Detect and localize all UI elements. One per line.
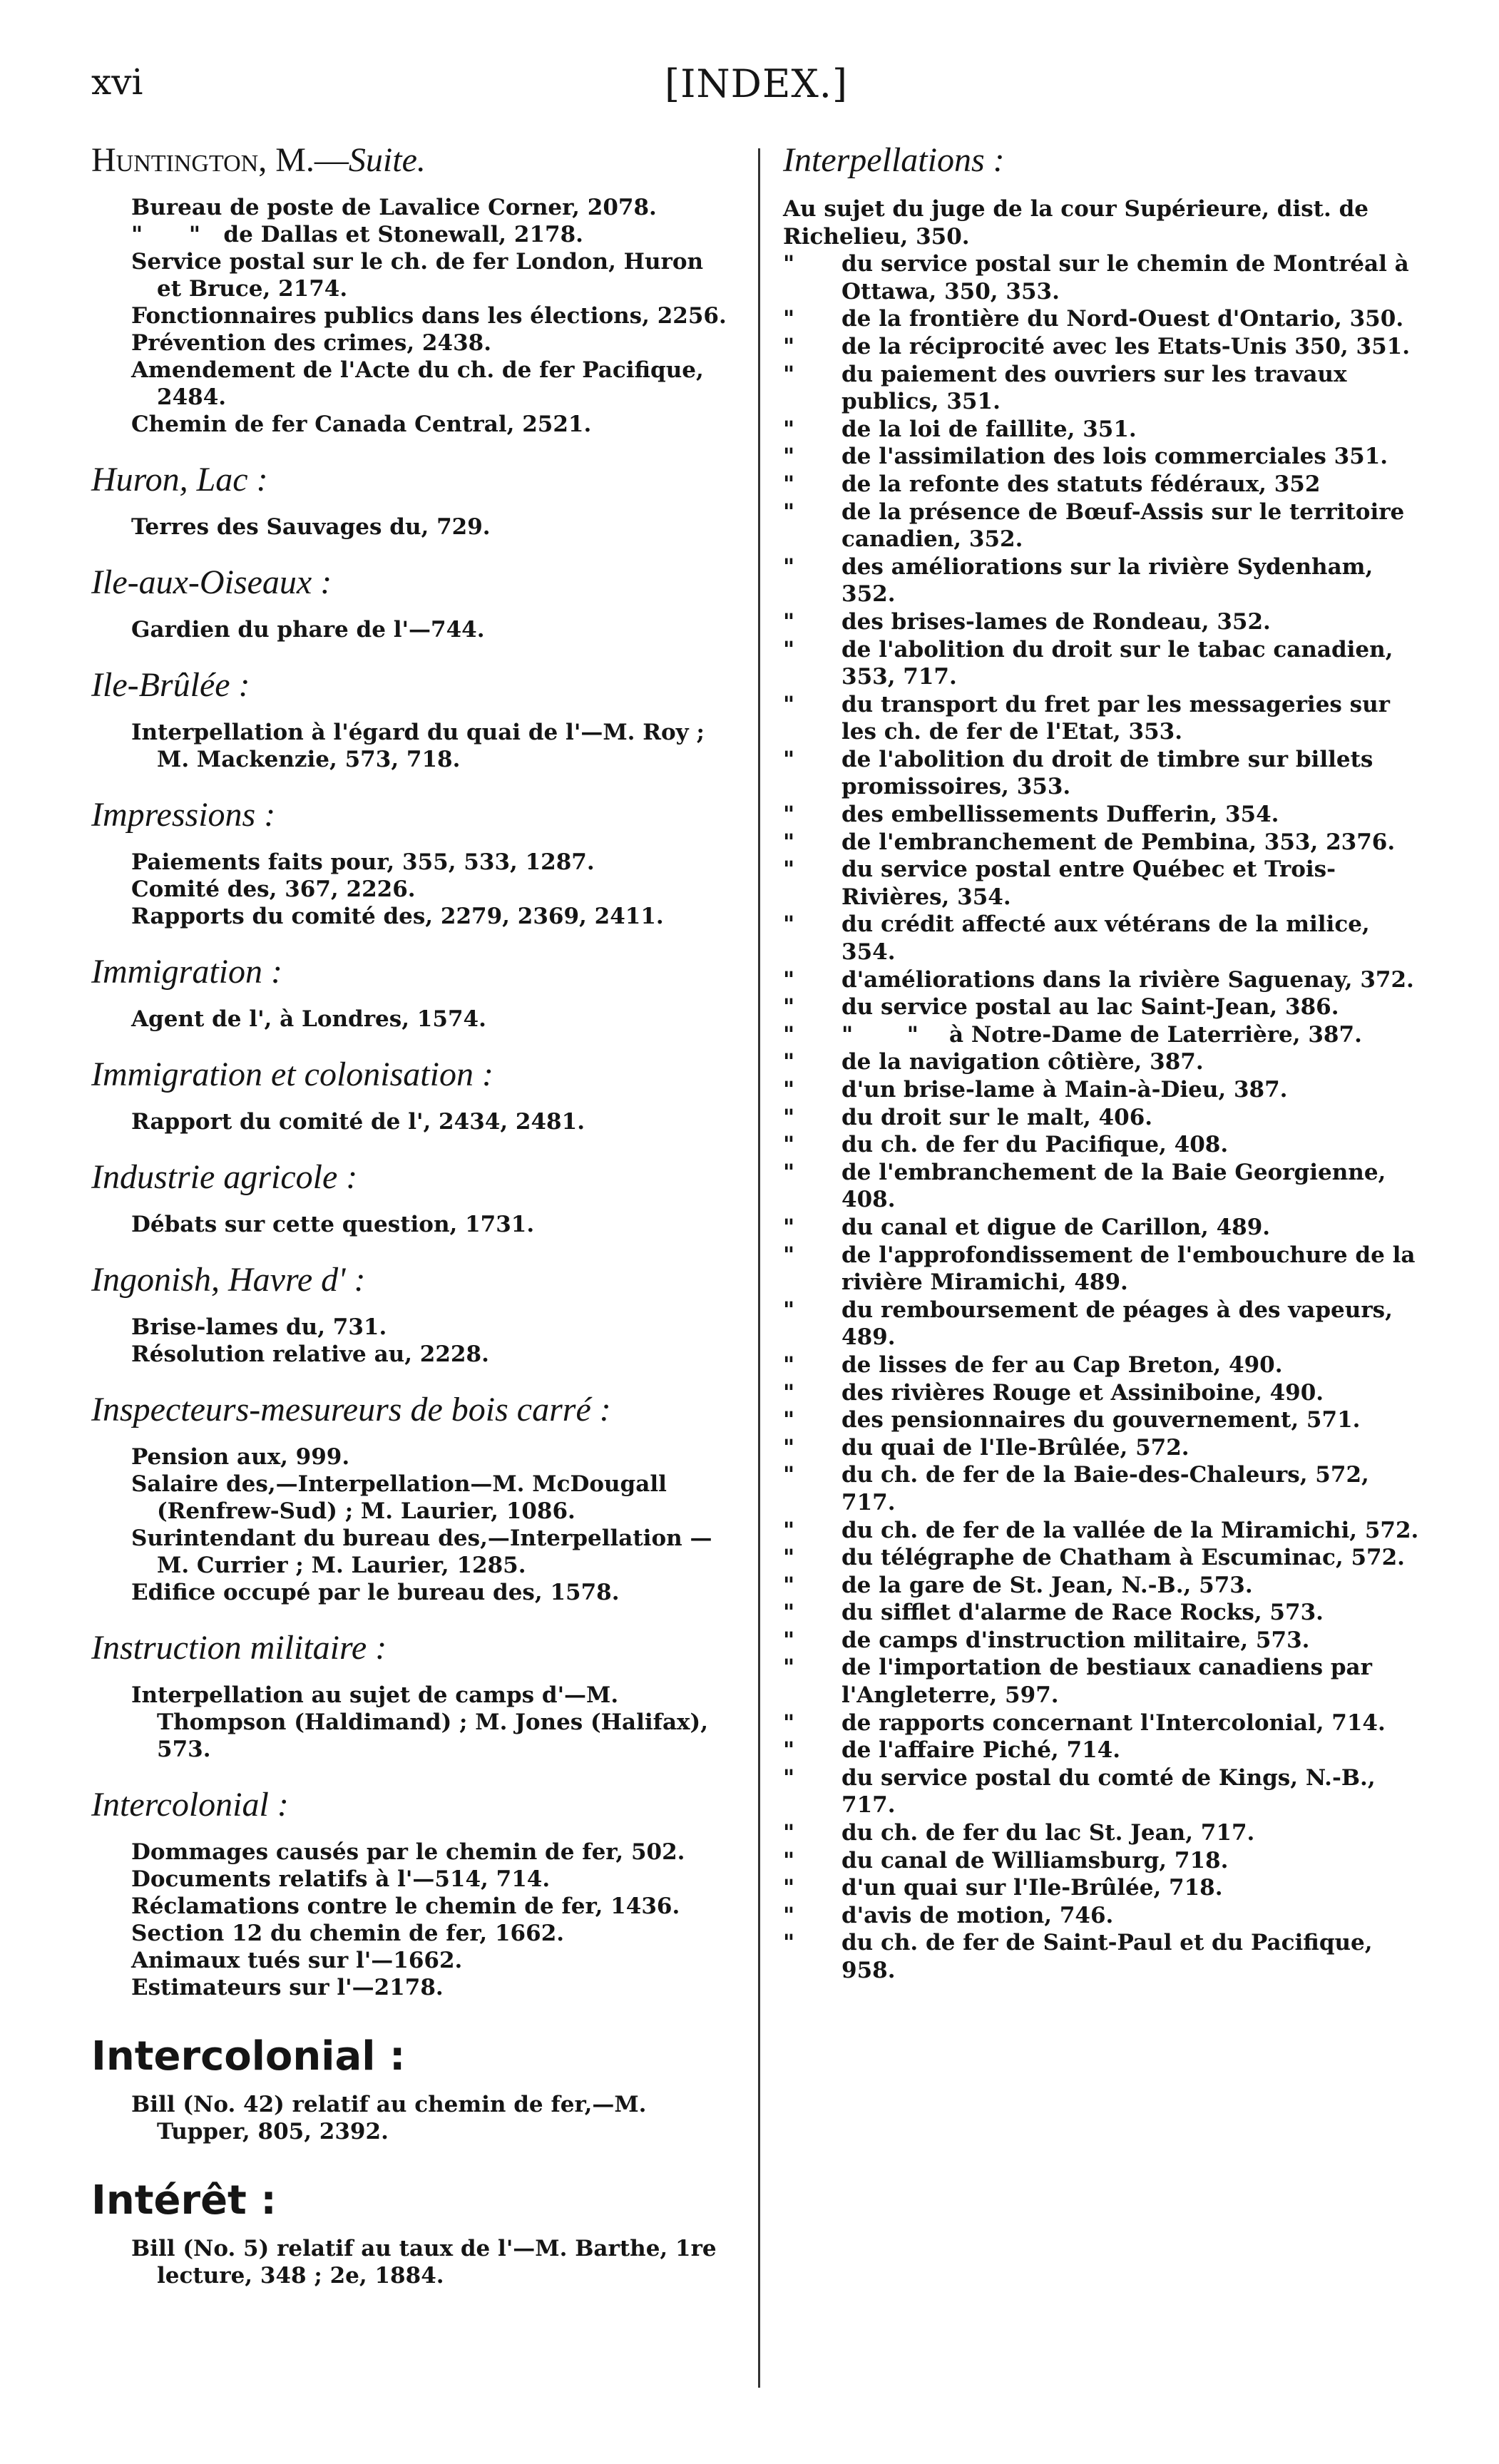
ditto-mark: " — [783, 1242, 795, 1268]
ditto-mark: " — [783, 966, 795, 993]
index-entry: " des embellissements Dufferin, 354. — [783, 802, 1279, 828]
ditto-mark: " — [783, 1159, 795, 1185]
index-entry: " de l'assimilation des lois commerciales 351. — [783, 444, 1388, 470]
ditto-mark: " — [783, 361, 795, 387]
ditto-mark: " — [783, 1655, 795, 1681]
index-entry: " de la frontière du Nord-Ouest d'Ontario, 350. — [783, 306, 1404, 332]
index-entry: " d'un quai sur l'Ile-Brûlée, 718. — [783, 1875, 1223, 1901]
index-entry: " de la gare de St. Jean, N.-B., 573. — [783, 1572, 1253, 1598]
index-entry: Section 12 du chemin de fer, 1662. — [131, 1921, 565, 1946]
ditto-mark: " — [783, 1737, 795, 1764]
ditto-mark: " — [783, 251, 795, 277]
ditto-mark: " — [783, 1930, 795, 1956]
index-entry: " d'améliorations dans la rivière Saguenay, 372. — [783, 966, 1414, 993]
index-entry: " de l'abolition du droit de timbre sur billets promissoires, 353. — [783, 746, 1381, 800]
index-heading: Industrie agricole : — [91, 1158, 358, 1196]
index-entry: Interpellation à l'égard du quai de l'—M. Roy ; M. Mackenzie, 573, 718. — [131, 720, 712, 772]
ditto-mark: " — [783, 857, 795, 883]
index-entry: " du droit sur le malt, 406. — [783, 1104, 1153, 1130]
index-entry: " des rivières Rouge et Assiniboine, 490. — [783, 1379, 1324, 1406]
index-entry: " du canal de Williamsburg, 718. — [783, 1847, 1229, 1873]
ditto-mark: " — [783, 608, 795, 635]
index-entry: " des brises-lames de Rondeau, 352. — [783, 608, 1271, 635]
index-heading: Instruction militaire : — [91, 1629, 387, 1667]
ditto-mark: " — [783, 1545, 795, 1571]
index-entry: Résolution relative au, 2228. — [131, 1341, 489, 1367]
ditto-mark: " — [783, 1104, 795, 1130]
index-heading: Intercolonial : — [91, 1786, 289, 1824]
index-entry: " du ch. de fer de Saint-Paul et du Pacifique, 958. — [783, 1930, 1381, 1983]
index-entry: Amendement de l'Acte du ch. de fer Pacifique, 2484. — [131, 357, 712, 410]
index-entry: " du service postal du comté de Kings, N.-B., 717. — [783, 1764, 1383, 1819]
ditto-mark: " — [783, 1379, 795, 1406]
ditto-mark: " — [783, 1049, 795, 1075]
ditto-mark: " — [783, 1600, 795, 1626]
index-entry: " de l'embranchement de Pembina, 353, 2376. — [783, 829, 1396, 855]
index-entry: Pension aux, 999. — [131, 1444, 350, 1470]
index-entry: Agent de l', à Londres, 1574. — [131, 1006, 486, 1032]
ditto-mark: " — [783, 829, 795, 855]
ditto-mark: " — [783, 1214, 795, 1240]
ditto-mark: " — [783, 553, 795, 580]
index-entry: Surintendant du bureau des,—Interpellation —M. Currier ; M. Laurier, 1285. — [131, 1525, 712, 1578]
index-entry: " du paiement des ouvriers sur les travaux publics, 351. — [783, 361, 1355, 415]
index-entry: " des pensionnaires du gouvernement, 571. — [783, 1407, 1361, 1433]
index-entry: Interpellation au sujet de camps d'—M. Thompson (Haldimand) ; M. Jones (Halifax), 573. — [131, 1682, 716, 1762]
index-entry: Rapports du comité des, 2279, 2369, 2411. — [131, 904, 664, 929]
index-heading: Immigration et colonisation : — [91, 1055, 493, 1093]
index-entry: Dommages causés par le chemin de fer, 502. — [131, 1839, 685, 1865]
ditto-mark: " — [783, 746, 795, 772]
index-entry: " d'un brise-lame à Main-à-Dieu, 387. — [783, 1077, 1288, 1103]
ditto-mark: " — [783, 333, 795, 359]
index-entry: " de l'importation de bestiaux canadiens par l'Angleterre, 597. — [783, 1655, 1380, 1709]
ditto-mark: " — [783, 1572, 795, 1598]
index-entry: " du canal et digue de Carillon, 489. — [783, 1214, 1271, 1240]
index-entry: " de la présence de Bœuf-Assis sur le territoire canadien, 352. — [783, 499, 1413, 553]
index-heading: Ile-Brûlée : — [91, 666, 250, 704]
index-heading: Intercolonial : — [91, 2033, 406, 2080]
ditto-mark: " — [783, 416, 795, 442]
right-column — [783, 140, 1423, 1985]
ditto-mark: " — [783, 1709, 795, 1736]
index-entry: " du ch. de fer de la Baie-des-Chaleurs, 572, 717. — [783, 1462, 1377, 1515]
index-heading: Inspecteurs-mesureurs de bois carré : — [91, 1391, 611, 1428]
index-entry: " des améliorations sur la rivière Sydenham, 352. — [783, 553, 1381, 608]
ditto-mark: " — [783, 1132, 795, 1158]
index-entry: " du service postal entre Québec et Trois-Rivières, 354. — [783, 857, 1336, 910]
index-entry: Documents relatifs à l'—514, 714. — [131, 1866, 551, 1892]
ditto-mark: " — [783, 1407, 795, 1433]
index-entry: " de rapports concernant l'Intercolonial, 714. — [783, 1709, 1386, 1736]
index-entry: Débats sur cette question, 1731. — [131, 1212, 535, 1237]
index-entry: Paiements faits pour, 355, 533, 1287. — [131, 849, 595, 875]
index-entry: " du crédit affecté aux vétérans de la milice, 354. — [783, 911, 1378, 966]
index-entry: " du ch. de fer du Pacifique, 408. — [783, 1132, 1229, 1158]
ditto-mark: " — [783, 1875, 795, 1901]
index-entry: " du ch. de fer du lac St. Jean, 717. — [783, 1820, 1255, 1846]
index-entry: " de l'approfondissement de l'embouchure de la rivière Miramichi, 489. — [783, 1242, 1423, 1296]
index-entry: Prévention des crimes, 2438. — [131, 330, 492, 356]
index-entry: Edifice occupé par le bureau des, 1578. — [131, 1580, 620, 1605]
column-rule — [758, 148, 760, 2388]
running-head: [INDEX.] — [665, 61, 849, 106]
ditto-mark: " — [783, 1077, 795, 1103]
index-entry: " de l'affaire Piché, 714. — [783, 1737, 1121, 1764]
index-heading: Intérêt : — [91, 2177, 277, 2224]
index-heading: Ingonish, Havre d' : — [91, 1261, 366, 1299]
ditto-mark: " — [783, 471, 795, 497]
ditto-mark: " — [783, 1764, 795, 1791]
index-entry: Salaire des,—Interpellation—M. McDougall (Renfrew-Sud) ; M. Laurier, 1086. — [131, 1471, 675, 1524]
ditto-mark: " — [783, 1297, 795, 1323]
index-entry: " du sifflet d'alarme de Race Rocks, 573. — [783, 1600, 1324, 1626]
index-entry: " de l'abolition du droit sur le tabac canadien, 353, 717. — [783, 636, 1401, 690]
index-entry: " de la loi de faillite, 351. — [783, 416, 1137, 442]
ditto-mark: " — [783, 911, 795, 938]
ditto-mark: " — [783, 1351, 795, 1378]
ditto-mark: " — [783, 802, 795, 828]
index-heading: Interpellations : — [783, 141, 1005, 179]
left-column — [91, 140, 733, 2289]
ditto-mark: " — [783, 1517, 795, 1543]
ditto-mark: " — [783, 1820, 795, 1846]
index-entry: " du ch. de fer de la vallée de la Miramichi, 572. — [783, 1517, 1419, 1543]
index-heading: Huntington, M.—Suite. — [91, 141, 426, 179]
ditto-mark: " — [783, 499, 795, 525]
index-entry: " du remboursement de péages à des vapeurs, 489. — [783, 1297, 1401, 1351]
ditto-mark: " — [783, 1847, 795, 1873]
ditto-mark: " — [783, 1021, 795, 1048]
index-heading: Huron, Lac : — [91, 461, 268, 499]
ditto-mark: " — [783, 1434, 795, 1461]
index-entry: " du quai de l'Ile-Brûlée, 572. — [783, 1434, 1190, 1461]
index-entry: Estimateurs sur l'—2178. — [131, 1975, 444, 2000]
index-entry: Gardien du phare de l'—744. — [131, 617, 485, 643]
index-entry: Au sujet du juge de la cour Supérieure, dist. de Richelieu, 350. — [783, 196, 1376, 250]
index-entry: " d'avis de motion, 746. — [783, 1902, 1114, 1928]
index-entry: Bill (No. 42) relatif au chemin de fer,—M. Tupper, 805, 2392. — [131, 2092, 655, 2145]
index-entry: " " " à Notre-Dame de Laterrière, 387. — [783, 1021, 1362, 1048]
index-entry: Rapport du comité de l', 2434, 2481. — [131, 1109, 585, 1135]
index-entry: Service postal sur le ch. de fer London, Huron et Bruce, 2174. — [131, 249, 711, 302]
index-entry: Bill (No. 5) relatif au taux de l'—M. Barthe, 1re lecture, 348 ; 2e, 1884. — [131, 2236, 725, 2289]
index-entry: Réclamations contre le chemin de fer, 1436. — [131, 1893, 680, 1919]
index-entry: Animaux tués sur l'—1662. — [131, 1948, 463, 1973]
index-entry: " de lisses de fer au Cap Breton, 490. — [783, 1351, 1283, 1378]
index-entry: " de la refonte des statuts fédéraux, 352 — [783, 471, 1321, 497]
index-heading: Impressions : — [91, 796, 276, 834]
ditto-mark: " — [783, 636, 795, 663]
ditto-mark: " — [783, 691, 795, 717]
index-entry: " de camps d'instruction militaire, 573. — [783, 1627, 1310, 1653]
index-entry: " du service postal sur le chemin de Montréal à Ottawa, 350, 353. — [783, 251, 1417, 305]
index-heading: Immigration : — [91, 953, 282, 991]
index-entry: Bureau de poste de Lavalice Corner, 2078. — [131, 195, 657, 220]
index-entry: Chemin de fer Canada Central, 2521. — [131, 411, 592, 437]
index-entry: " de l'embranchement de la Baie Georgienne, 408. — [783, 1159, 1394, 1213]
index-entry: Terres des Sauvages du, 729. — [131, 514, 491, 540]
ditto-mark: " — [783, 444, 795, 470]
index-entry: " du télégraphe de Chatham à Escuminac, 572. — [783, 1545, 1405, 1571]
index-entry: Comité des, 367, 2226. — [131, 876, 416, 902]
ditto-mark: " — [783, 994, 795, 1021]
ditto-mark: " — [783, 1902, 795, 1928]
page-number: xvi — [91, 61, 143, 103]
ditto-mark: " — [783, 1462, 795, 1488]
index-entry: " de la navigation côtière, 387. — [783, 1049, 1204, 1075]
index-heading: Ile-aux-Oiseaux : — [91, 563, 332, 601]
index-entry: Brise-lames du, 731. — [131, 1314, 387, 1340]
index-entry: " du service postal au lac Saint-Jean, 386. — [783, 994, 1339, 1021]
index-entry: Fonctionnaires publics dans les élections, 2256. — [131, 303, 727, 329]
index-entry: " du transport du fret par les messageries sur les ch. de fer de l'Etat, 353. — [783, 691, 1398, 745]
ditto-mark: " — [783, 1627, 795, 1653]
ditto-mark: " — [783, 306, 795, 332]
index-entry: " de la réciprocité avec les Etats-Unis 350, 351. — [783, 333, 1411, 359]
index-entry: " " de Dallas et Stonewall, 2178. — [131, 222, 583, 247]
